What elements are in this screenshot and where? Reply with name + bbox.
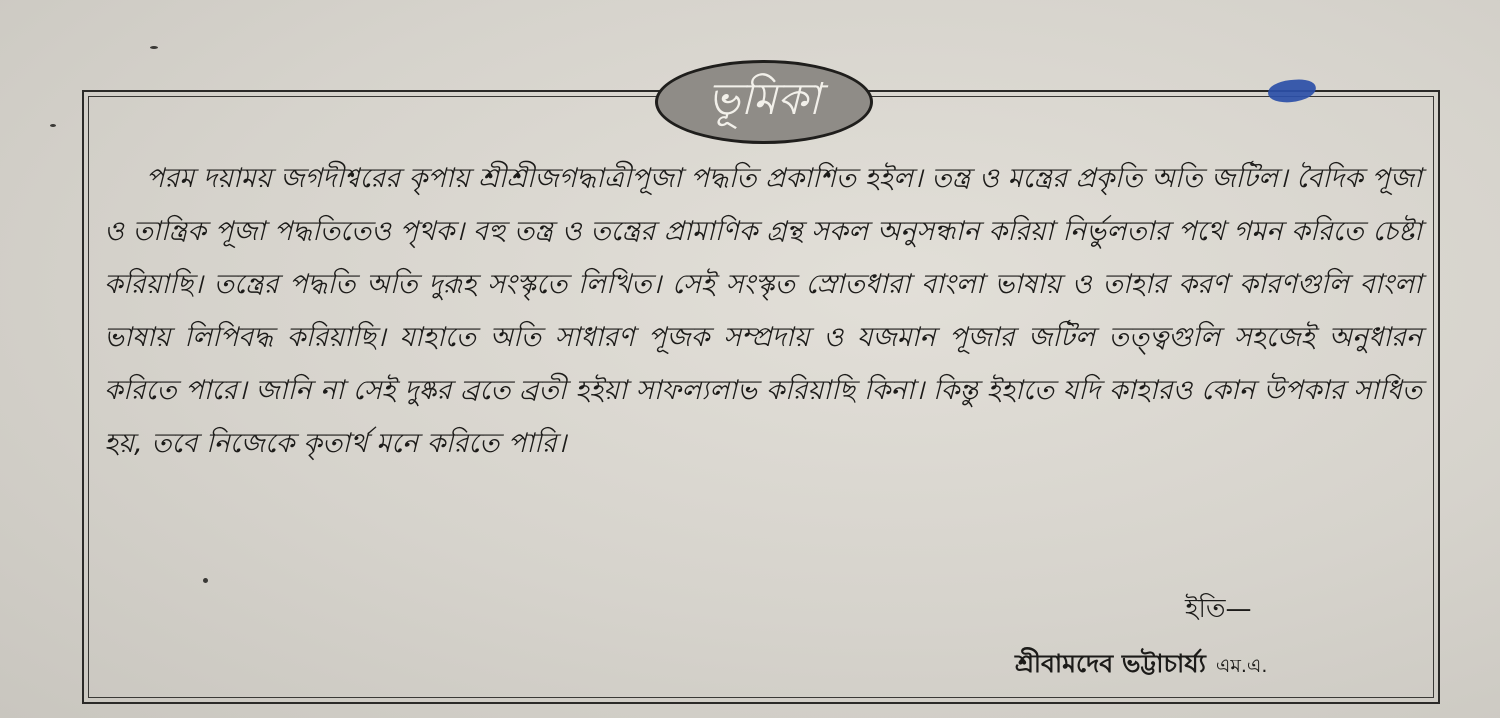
page-title: ভূমিকা: [707, 74, 821, 125]
dust-speck: [50, 124, 56, 127]
dust-speck: [150, 46, 158, 49]
author-name: শ্রীবামদেব ভট্টাচার্য্য: [1015, 649, 1206, 678]
author-signature: [1015, 644, 1267, 687]
preface-body: পরম দয়াময় জগদীশ্বরের কৃপায় শ্রীশ্রীজগদ্ধাত্রীপূজা পদ্ধতি প্রকাশিত হইল। তন্ত্র ও মন্ত্রের প্রকৃতি অতি জটিল। বৈদিক পূজা ও তান্ত্রিক পূজা পদ্ধতিতেও পৃথক। বহু তন্ত্র ও তন্ত্রের প্রামাণিক গ্রন্থ সকল অনুসন্ধান করিয়া নির্ভুলতার পথে গমন করিতে চেষ্টা করিয়াছি। তন্ত্রের পদ্ধতি অতি দুরূহ সংস্কৃতে লিখিত। সেই সংস্কৃত স্রোতধারা বাংলা ভাষায় ও তাহার করণ কারণগুলি বাংলা ভাষায় লিপিবদ্ধ করিয়াছি। যাহাতে অতি সাধারণ পূজক সম্প্রদায় ও যজমান পূজার জটিল তত্ত্বগুলি সহজেই অনুধারন করিতে পারে। জানি না সেই দুষ্কর ব্রতে ব্রতী হইয়া সাফল্যলাভ করিয়াছি কিনা। কিন্তু ইহাতে যদি কাহারও কোন উপকার সাধিত হয়, তবে নিজেকে কৃতার্থ মনে করিতে পারি।: [104, 163, 1422, 459]
dust-speck: [203, 578, 208, 583]
closing-word: ইতি—: [1185, 594, 1252, 624]
author-degree: এম.এ.: [1215, 655, 1268, 677]
title-badge: [655, 60, 873, 144]
